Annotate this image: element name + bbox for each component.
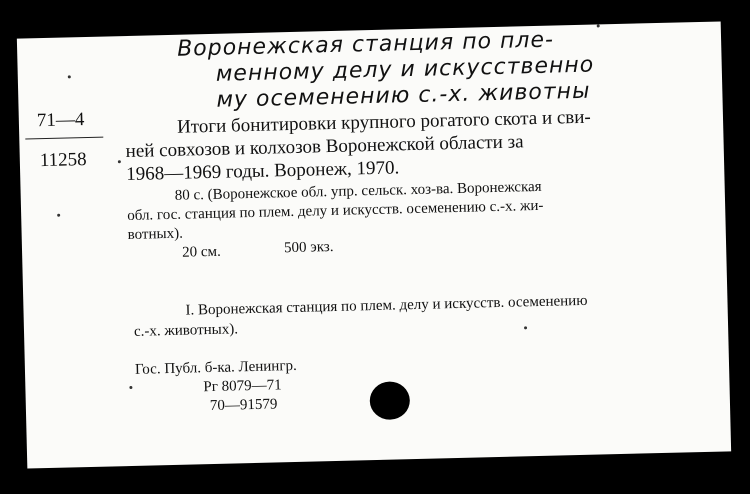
description-line-1: 80 с. (Воронежское обл. упр. сельск. хоз-ва. Воронежская	[174, 178, 542, 204]
speck	[524, 326, 527, 329]
description-line-2: обл. гос. станция по плем. делу и искусств. осеменению с.-х. жи-	[127, 197, 544, 225]
format-size: 20 см.	[181, 243, 221, 261]
call-number-top: 71—4	[36, 109, 85, 132]
description-line-3: вотных).	[127, 225, 184, 244]
call-number-divider	[25, 137, 103, 140]
format-copies: 500 экз.	[283, 238, 334, 257]
tracing-line-1: I. Воронежская станция по плем. делу и искусств. осеменению	[185, 292, 588, 319]
speck	[129, 386, 132, 389]
holding-accession-2: 70—91579	[209, 396, 278, 415]
speck	[57, 214, 60, 217]
catalog-card	[17, 21, 731, 468]
title-line-2: ней совхозов и колхозов Воронежской области за	[125, 131, 524, 163]
speck	[68, 75, 71, 78]
handwritten-heading-line-2: менному делу и искусственно	[215, 52, 595, 87]
call-number-bottom: 11258	[39, 148, 87, 172]
title-line-3: 1968—1969 годы. Воронеж, 1970.	[125, 157, 400, 186]
tracing-line-2: с.-х. животных).	[133, 321, 239, 340]
title-line-1: Итоги бонитировки крупного рогатого скота и сви-	[176, 106, 592, 138]
holding-accession-1: Рг 8079—71	[203, 377, 282, 396]
speck	[118, 160, 121, 163]
handwritten-heading-line-1: Воронежская станция по пле-	[176, 27, 555, 62]
speck	[597, 24, 600, 27]
handwritten-heading-line-3: му осеменению с.-х. животны	[216, 78, 591, 113]
holding-library: Гос. Публ. б-ка. Ленингр.	[134, 357, 297, 378]
ink-blot	[369, 381, 410, 420]
